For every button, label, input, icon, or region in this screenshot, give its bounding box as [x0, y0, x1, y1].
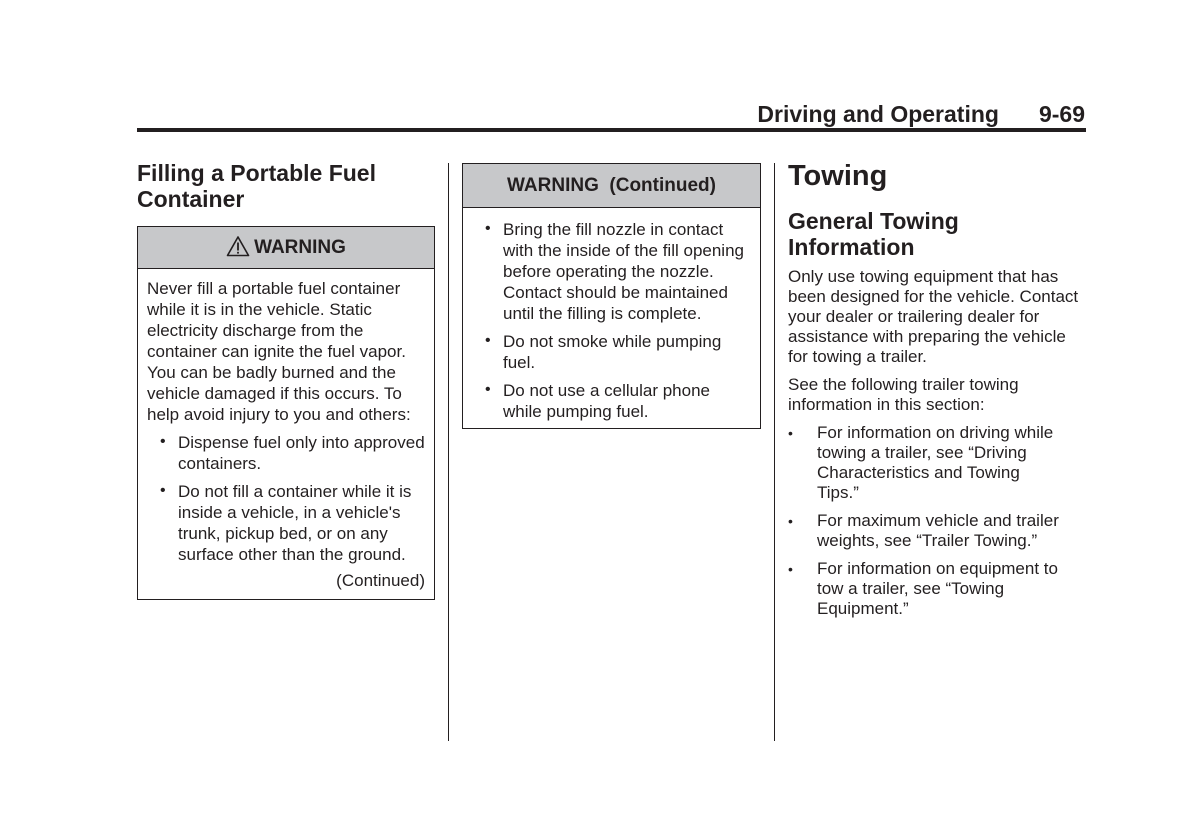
- list-item: • For information on equipment to tow a trailer, see “Towing Equipment.”: [788, 559, 1060, 619]
- warning-intro: Never fill a portable fuel container while it is in the vehicle. Static electricity discharge from the container can ignite the fuel vapor. You can be badly burned and the vehicle damaged if this occurs. To help avoid injury to you and others:: [147, 279, 411, 424]
- list-item: • Do not fill a container while it is inside a vehicle, in a vehicle's trunk, pickup bed, or on any surface other than the ground.: [147, 481, 425, 565]
- list-item: • For maximum vehicle and trailer weights, see “Trailer Towing.”: [788, 511, 1060, 551]
- warning-title: WARNING (Continued): [507, 175, 716, 196]
- list-item: • For information on driving while towing a trailer, see “Driving Characteristics and Towing Tips.”: [788, 423, 1060, 503]
- column-1: [137, 160, 435, 600]
- header-rule: [137, 128, 1086, 132]
- column-3: [788, 160, 1086, 619]
- subsection-title: General Towing Information: [788, 208, 959, 260]
- warning-bullet-list: [472, 219, 751, 422]
- page-number: 9-69: [1038, 101, 1085, 127]
- paragraph: Only use towing equipment that has been designed for the vehicle. Contact your dealer or trailering dealer for assistance with preparing the vehicle for towing a trailer.: [788, 267, 1079, 366]
- column-divider: [774, 163, 775, 741]
- list-item: • Dispense fuel only into approved containers.: [147, 432, 425, 474]
- header-section-title: Driving and Operating: [757, 101, 999, 127]
- warning-box-continued: [462, 163, 761, 429]
- section-title: Towing: [788, 160, 888, 192]
- section-heading: Filling a Portable Fuel Container: [137, 160, 376, 212]
- warning-triangle-icon: [226, 235, 250, 257]
- list-item: • Bring the fill nozzle in contact with the inside of the fill opening before operating the nozzle. Contact should be maintained until the filling is complete.: [472, 219, 751, 324]
- warning-box: [137, 226, 435, 600]
- continued-label: (Continued): [336, 571, 425, 590]
- warning-body: [463, 208, 760, 428]
- warning-header: [138, 227, 434, 269]
- column-2: [462, 163, 761, 429]
- column-divider: [448, 163, 449, 741]
- list-item: • Do not use a cellular phone while pumping fuel.: [472, 380, 751, 422]
- warning-body: [138, 269, 434, 599]
- towing-info-list: [788, 423, 1060, 619]
- warning-title: WARNING: [254, 237, 346, 258]
- paragraph: See the following trailer towing information in this section:: [788, 375, 1019, 414]
- page-header: [757, 101, 1085, 128]
- warning-bullet-list: [147, 432, 425, 565]
- warning-header: [463, 164, 760, 208]
- list-item: • Do not smoke while pumping fuel.: [472, 331, 751, 373]
